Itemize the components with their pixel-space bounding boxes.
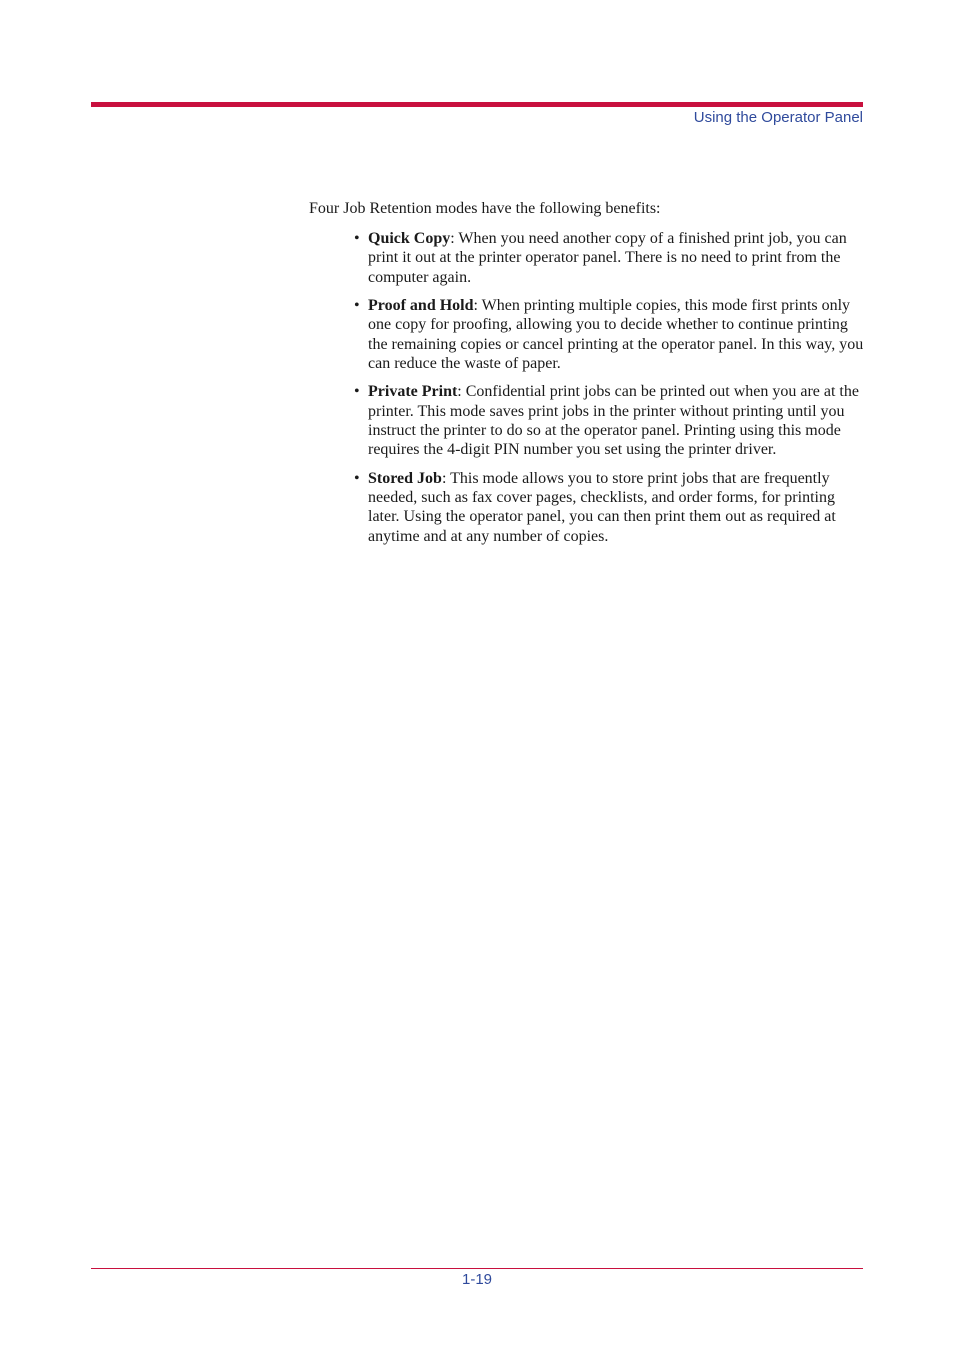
mode-title: Quick Copy [368,230,451,247]
list-item-stored-job [354,469,864,546]
mode-description: : Confidential print jobs can be printed out when you are at the printer. This mode saves print jobs in the printer without printing until you instruct the printer to do so at the operator panel. Printing using this mode requires the 4-digit PIN number you set using the printer driver. [368,383,859,459]
mode-description: : This mode allows you to store print jobs that are frequently needed, such as fax cover pages, checklists, and order forms, for printing later. Using the operator panel, you can then print them out as required at anytime and at any number of copies. [368,469,836,545]
page-number: 1-19 [461,1271,493,1288]
list-item-private-print [354,382,864,459]
bullet-icon: • [354,383,360,401]
bullet-icon: • [354,230,360,247]
mode-title: Proof and Hold [368,297,474,315]
list-item-proof-and-hold [354,296,864,373]
bullet-icon: • [354,469,360,487]
mode-title: Private Print [368,383,458,401]
mode-description: : When printing multiple copies, this mode first prints only one copy for proofing, allowing you to decide whether to continue printing the remaining copies or cancel printing at the operator panel. In this way, you can reduce the waste of paper. [368,297,864,372]
footer-rule [91,1268,863,1269]
intro-paragraph: Four Job Retention modes have the following benefits: [309,200,661,217]
job-retention-mode-list [354,229,864,555]
running-header-title: Using the Operator Panel [693,109,863,126]
bullet-icon: • [354,297,360,315]
header-rule [91,102,863,107]
list-item-quick-copy [354,229,864,287]
mode-title: Stored Job [368,469,442,487]
mode-description: : When you need another copy of a finished print job, you can print it out at the printer operator panel. There is no need to print from the computer again. [368,230,847,286]
